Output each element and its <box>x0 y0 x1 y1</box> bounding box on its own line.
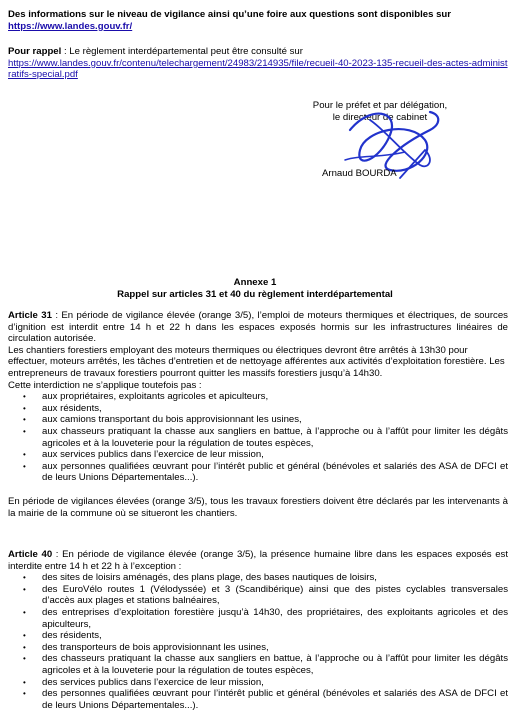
list-item-text: aux personnes qualifiées œuvrant pour l’intérêt public et général (bénévoles et salariés des ASA de DFCI et de leurs Unions Départementales...). <box>42 460 508 484</box>
signatory-name: Arnaud BOURDA <box>322 168 397 179</box>
annex-heading <box>0 277 510 301</box>
signature-line-1: Pour le préfet et par délégation, <box>312 100 448 111</box>
list-item <box>8 414 508 426</box>
bullet-icon: • <box>23 631 26 641</box>
list-item <box>8 572 508 584</box>
reglement-pdf-link[interactable]: https://www.landes.gouv.fr/contenu/telechargement/24983/214935/file/recueil-40-2023-135-recueil-des-actes-administratifs-special.pdf <box>8 57 508 81</box>
article-40-section <box>8 549 508 711</box>
list-item-text: des sites de loisirs aménagés, des plans plage, des bases nautiques de loisirs, <box>42 572 377 584</box>
list-item-text: aux chasseurs pratiquant la chasse aux sangliers en battue, à l’approche ou à l’affût pour limiter les dégâts agricoles et à la louveterie pour la régulation de toutes espèces, <box>42 425 508 449</box>
article-31-para1: : En période de vigilance élevée (orange 3/5), l’emploi de moteurs thermiques et électriques, de sources d’ignition est interdit entre 14 h et 22 h dans les espaces exposés hormis sur les infrastructures linéaires de circulation autorisée. <box>8 310 508 345</box>
rappel-text: : Le règlement interdépartemental peut être consulté sur <box>61 46 303 58</box>
list-item <box>8 403 508 415</box>
annex-subtitle: Rappel sur articles 31 et 40 du règlement interdépartemental <box>117 289 393 300</box>
list-item <box>8 688 508 711</box>
article-31-section <box>8 310 508 519</box>
document-page <box>8 9 508 81</box>
list-item-text: des EuroVélo routes 1 (Vélodyssée) et 3 (Scandibérique) ainsi que des pistes cyclables transversales d’accès aux plages et stations balnéaires, <box>42 583 508 607</box>
bullet-icon: • <box>23 426 26 436</box>
bullet-icon: • <box>23 392 26 402</box>
article-40-exceptions-list <box>8 572 508 711</box>
list-item-text: aux résidents, <box>42 402 102 414</box>
bullet-icon: • <box>23 450 26 460</box>
list-item-text: aux propriétaires, exploitants agricoles et apiculteurs, <box>42 391 269 403</box>
list-item-text: des personnes qualifiées œuvrant pour l’intérêt public et général (bénévoles et salariés des ASA de DFCI et de leurs Unions Départementales...). <box>42 688 508 711</box>
article-31-para4: En période de vigilances élevées (orange 3/5), tous les travaux forestiers doivent être déclarés par les intervenants à la mairie de la commune où se situeront les chantiers. <box>8 495 508 519</box>
bullet-icon: • <box>23 689 26 699</box>
list-item <box>8 426 508 449</box>
list-item <box>8 584 508 607</box>
article-31-para2: Les chantiers forestiers employant des moteurs thermiques ou électriques devront être arrêtés à 13h30 pour effectuer, moteurs arrêtés, les tâches d’entretien et de nettoyage afférentes aux activités d’exploitation forestière. Les entrepreneurs de travaux forestiers pourront quitter les massifs forestiers jusqu’à 14h30. <box>8 344 505 379</box>
list-item <box>8 653 508 676</box>
article-40-para1: : En période de vigilance élevée (orange 3/5), la présence humaine libre dans les espaces exposés est interdite entre 14 h et 22 h à l’exception : <box>8 549 509 572</box>
list-item-text: des chasseurs pratiquant la chasse aux sangliers en battue, à l’approche ou à l’affût pour limiter les dégâts agricoles et à la louveterie pour la régulation de toutes espèces, <box>42 653 508 676</box>
list-item <box>8 461 508 484</box>
landes-website-link[interactable]: https://www.landes.gouv.fr/ <box>8 20 133 32</box>
intro-paragraph <box>8 9 508 32</box>
article-31-label: Article 31 <box>8 310 52 321</box>
article-31-para3: Cette interdiction ne s’applique toutefois pas : <box>8 379 202 391</box>
bullet-icon: • <box>23 403 26 413</box>
article-31-exceptions-list <box>8 391 508 484</box>
list-item <box>8 642 508 654</box>
list-item-text: des résidents, <box>42 630 102 642</box>
article-40-label: Article 40 <box>8 549 53 560</box>
signature-line-2: le directeur de cabinet <box>332 111 428 123</box>
annex-title: Annexe 1 <box>233 277 277 288</box>
list-item-text: des transporteurs de bois approvisionnant les usines, <box>42 641 269 653</box>
bullet-icon: • <box>23 573 26 583</box>
list-item <box>8 607 508 630</box>
list-item <box>8 449 508 461</box>
list-item <box>8 677 508 689</box>
rappel-label: Pour rappel <box>8 46 62 58</box>
intro-text: Des informations sur le niveau de vigilance ainsi qu’une foire aux questions sont disponibles sur <box>8 9 452 20</box>
bullet-icon: • <box>23 654 26 664</box>
article-31-intro <box>8 310 508 345</box>
bullet-icon: • <box>23 415 26 425</box>
bullet-icon: • <box>23 677 26 687</box>
article-40-intro <box>8 549 508 572</box>
list-item-text: des services publics dans l’exercice de leur mission, <box>42 676 264 688</box>
bullet-icon: • <box>23 642 26 652</box>
bullet-icon: • <box>23 584 26 594</box>
bullet-icon: • <box>23 607 26 617</box>
bullet-icon: • <box>23 461 26 471</box>
list-item <box>8 630 508 642</box>
rappel-paragraph <box>8 46 508 81</box>
list-item-text: aux services publics dans l’exercice de leur mission, <box>42 449 264 461</box>
list-item <box>8 391 508 403</box>
list-item-text: des entreprises d’exploitation forestière jusqu’à 14h30, des propriétaires, des exploitants agricoles et des apiculteurs, <box>42 606 508 630</box>
list-item-text: aux camions transportant du bois approvisionnant les usines, <box>42 414 302 426</box>
